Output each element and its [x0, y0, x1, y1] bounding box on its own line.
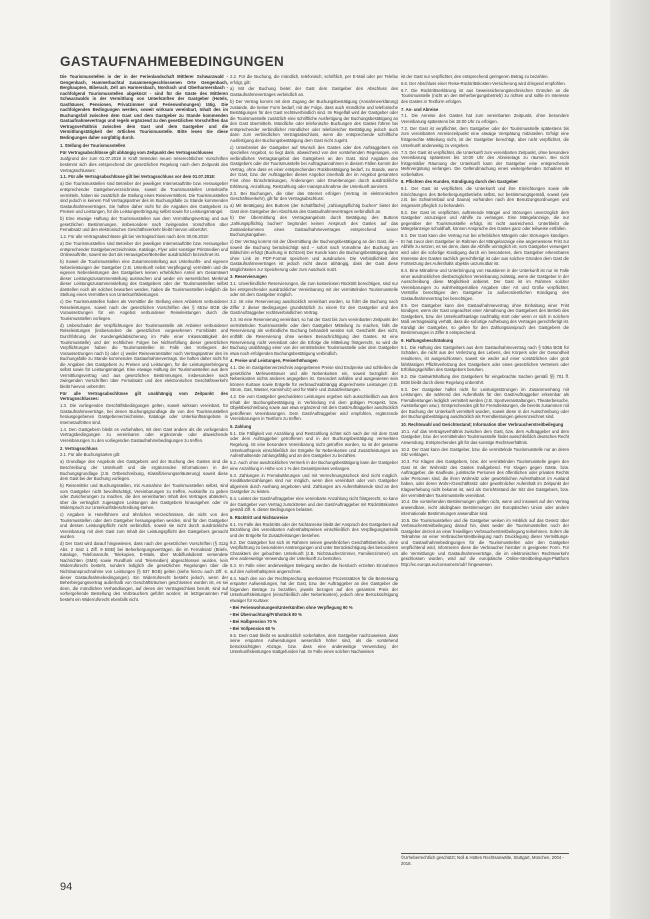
paragraph: 6.3. Im Falle einer anderweitigen Belegung werden die hierdurch erzielten Einnahmen auf den Aufenthaltspreis angerechnet.: [230, 563, 398, 574]
paragraph: 9.2. Die Gastwirtshaftung des Gastgebers für eingebrachte Sachen gemäß §§ 701 ff. BGB bleibt durch diese Regelung unberührt.: [401, 374, 569, 385]
paragraph: 1.3. Die vorliegenden Geschäftsbedingungen gelten, soweit wirksam vereinbart, für Gastaufnahmeverträge, bei denen Buchungsgrundlage die von den Tourismusstellen herausgegebenen Gastgeberverzeichnisse, Kataloge oder Unterkunftsangebote in Internetauftritten sind.: [60, 403, 228, 425]
paragraph: 8.3. Der Gast kann den Vertrag nur bei erheblichen Mängeln oder Störungen kündigen. Er hat zuvor dem Gastgeber im Rahmen der Mängelanzeige eine angemessene Frist zur Abhilfe zu setzen, es sei denn, dass die Abhilfe unmöglich ist, vom Gastgeber verweigert wird oder die sofortige Kündigung durch ein besonderes, dem Gastgeber erkennbares Interesse des Gastes sachlich gerechtfertigt ist oder aus solchen Gründen dem Gast die Fortsetzung des Aufenthalts objektiv unzumutbar ist.: [401, 233, 569, 267]
paragraph: c) Angaben in Hotelführern und ähnlichen Verzeichnissen, die nicht von den Tourismusstellen oder dem Gastgeber herausgegeben werden, sind für den Gastgeber und dessen Leistungspflicht nicht verbindlich, soweit sie nicht durch ausdrückliche Vereinbarung mit dem Gast zum Inhalt der Leistungspflicht des Gastgebers gemacht wurden.: [60, 512, 228, 540]
copyright-footnote: ©Urheberrechtlich geschützt; Noll & Hütten Rechtsanwälte, Stuttgart, München, 2004 - 2018.: [401, 855, 564, 866]
paragraph: c) Der Vertrag kommt mit der Übermittlung der Buchungsbestätigung an den Gast, die – soweit die Buchung berücksichtigt wird – sofort nach Vornahme der Buchung am Bildschirm erfolgt (Buchung in Echtzeit) Der Kunde kann die Buchungsbestätigung dann ohne Link im PDF-Format speichern und ausdrucken. Die Verbindlichkeit des Gastaufnahmevertrages ist jedoch nicht davon abhängig, dass der Gast diese Möglichkeiten zur Speicherung oder zum Ausdruck nutzt.: [230, 239, 398, 272]
paragraph: 1.4. Den Gastgebern bleibt es vorbehalten, mit dem Gast andere als die vorliegenden Vertragsbedingungen zu vereinbaren oder ergänzende oder abweichende Vereinbarungen zu den vorliegenden Gastaufnahmebedingungen zu treffen.: [60, 426, 228, 443]
page-number: 94: [60, 881, 73, 893]
section-heading: 10. Rechtswahl und Gerichtsstand; Information über Verbraucherstreitbeilegung: [401, 421, 564, 427]
page-gutter: [610, 0, 650, 919]
paragraph: • Bei Übernachtung/Frühstück 80 %: [230, 611, 302, 617]
paragraph: 7.3. Der Gast ist verpflichtet, die Unterkunft zum vereinbarten Zeitpunkt, ohne besondere Vereinbarung spätestens bis 10:00 Uhr des Abreisetags zu räumen. Bei nicht fristgemäßer Räumung der Unterkunft kann der Gastgeber eine entsprechende Mehrvergütung verlangen. Die Geltendmachung eines weitergehenden Schadens ist vorbehalten.: [401, 149, 569, 177]
paragraph: ist der Gast nur verpflichtet, den entsprechend geringeren Betrag zu bezahlen.: [401, 74, 549, 79]
paragraph: 2.3. Bei Buchungen, die über das Internet erfolgen (Vertrag im elektronischen Geschäftsverkehr), gilt für den Vertragsabschluss:: [230, 190, 398, 202]
footnote-divider: [401, 853, 569, 854]
paragraph: 8.4. Eine Mitnahme und Unterbringung von Haustieren in der Unterkunft ist nur im Falle einer ausdrücklichen diesbezüglichen Vereinbarung zulässig, wenn der Gastgeber in der Ausschreibung diese Möglichkeit anbietet. Der Gast ist im Rahmen solcher Vereinbarungen zu wahrheitsgemäßen Angaben über Art und Größe verpflichtet. Verstöße berechtigen den Gastgeber zu außerordentlichen Kündigung des Gastaufnahmevertrag bei berechtigen.: [401, 268, 569, 301]
paragraph: • Bei Ferienwohnungen/Unterkünften ohne Verpflegung 90 %: [230, 604, 353, 610]
paragraph: 6.4. Nach den von der Rechtsprechung anerkannten Prozentsätzen für die Bemessung ersparter Aufwendungen, hat der Gast, bzw. der Auftraggeber an den Gastgeber die folgenden Beträge zu bezahlen, jeweils bezogen auf den gesamten Preis der Unterkunftsleistungen (einschließlich aller Nebenkosten), jedoch ohne Berücksichtigung etwaiger für Kurtaxe:: [230, 575, 398, 603]
paragraph: • Bei Halbpension 70 %: [230, 618, 277, 624]
paragraph: b) Der Vertrag kommt mit dem Zugang der Buchungsbestätigung (Annahmeerklärung) zustande, die keiner Form bedarf, mit der Folge, dass auch mündliche und telefonische Bestätigungen für den Gast rechtsverbindlich sind. Im Regelfall wird der Gastgeber oder die Tourismusstelle zusätzlich eine schriftliche Ausfertigung der Buchungsbestätigung an den Gast übermitteln. Mündliche oder telefonische Buchungen des Gastes führen bei entsprechender verbindlicher mündlicher oder telefonischer Bestätigung jedoch auch dann zum verbindlichen Vertragsabschluss, wenn die entsprechende schriftliche Ausfertigung der Buchungsbestätigung dem Gast nicht zugeht.: [230, 98, 398, 143]
paragraph: Juafgrund der zum 01.07.2018 in Kraft tretenden neuen reiserechtlichen Vorschriften bestimmt sich dies entsprechend der gesetzlichen Regelung nach dem Zeitpunkt des Vertragsschlusses:: [60, 156, 228, 173]
paragraph: 2.1. Für alle Buchungsarten gilt:: [60, 452, 121, 458]
paragraph: 4.1. Die im Gastgeberverzeichnis angegebenen Preise sind Endpreise und schließen die gesetzliche Mehrwertsteuer und alle Nebenkosten ein, soweit bezüglich der Nebenkosten nichts anderes angegeben ist. Gesondert anfallen und ausgewiesen sein können Kurtaxe sowie Entgelte für verbrauchsabhängig abgerechnete Leistungen (z.B. Strom, Gas, Wasser, Kaminholz) und für Wahl- und Zusatzleistungen.: [230, 365, 398, 393]
paragraph: c) Unterbreitet der Gastgeber auf Wunsch des Gastes oder des Auftraggebers ein spezielles Angebot, so liegt darin, abweichend von den vorstehenden Regelungen, ein verbindliches Vertragsangebot des Gastgebers an den Gast. Sind Angaben des Gastgebers oder der Tourismusstelle bei Auftragsannahmen in diesem Fällen kommt der Vertrag, ohne dass es einer entsprechenden Rückbestätigung bedarf, zu Stande, wenn der Gast, bzw. der Auftraggeber dieses Angebot innerhalb der im Angebot genannten Frist ohne Einschränkungen, Änderungen oder Erweiterungen durch ausdrückliche Erklärung, Anzahlung, Restzahlung oder Inanspruchnahme der Unterkunft annimmt.: [230, 144, 398, 189]
paragraph: 10.3. Für Klagen des Gastgebers, bzw. der vermittelnden Tourismusstelle gegen den Gast ist der Wohnsitz des Gastes maßgebend. Für Klagen gegen Gäste, bzw. Auftraggeber, die Kaufleute, juristische Personen des öffentlichen oder privaten Rechts oder Personen sind, die ihren Wohnsitz oder gewöhnlichen Aufenthaltsort im Ausland haben, oder deren Wohn-/Geschäftssitz oder gewöhnlicher Aufenthalt im Zeitpunkt der Klageerhebung nicht bekannt ist, wird als Gerichtsstand der Sitz des Gastgebers, bzw. der vermittelnden Tourismusstelle vereinbart.: [401, 459, 569, 498]
paragraph: Die Tourismusstellen in der in der Ferienlandschaft Mittlerer Schwarzwald - Gengenbach, Hammerbachtal zusammengeschlossenen Orte Gengenbach, Berghaupten, Biberach, Zell am Harmersbach, Nordrach und Oberharmersbach - nachfolgend Tourismusstellen abgekürzt - sind für die Gäste des Mittleren Schwarzwalds in der Vermittlung von Unterkünften der Gastgeber (Hotels, Gasthäuser, Pensionen, Privatzimmer und Ferienwohnungen) tätig. Die nachfolgenden Bedingungen werden, soweit wirksam vereinbart, Inhalt des im Buchungsfall zwischen dem Gast und dem Gastgeber zu Stande kommenden Gastaufnahmevertrags und regeln ergänzend zu den gesetzlichen Vorschriften das Vertragsverhältnis zwischen dem Gast und dem Gastgeber und die Vermittlungstätigkeit der örtlichen Tourismusstelle. Bitte lesen Sie diese Bedingungen daher sorgfältig durch.: [60, 74, 228, 141]
section-heading: 3. Reservierungen: [230, 274, 267, 280]
paragraph: 3.3. Ist eine Reservierung vereinbart, so hat der Gast bis zum vereinbarten Zeitpunkt der vermittelnden Tourismusstelle oder dem Gastgeber Mitteilung zu machen, falls die Reservierung als verbindliche Buchung behandelt werden soll. Geschieht dies nicht, entfällt die Reservierung ohne weitere Benachrichtigung des Gastes. Ist eine Reservierung nicht vereinbart oder die Erfolge die Mitteilung fristgerecht, so wird die Buchung unabhängig einer von der vermittelnden Tourismusstelle oder dem Gastgeber etwa noch erfolgenden Buchungsbestätigung verbindlich.: [230, 317, 398, 356]
paragraph: 8.5. Der Gastgeber kann den Gastaufnahmevertrag ohne Einhaltung einer Frist kündigen, wenn der Gast ungeachtet einer Abmahnung des Gastgebers den Betrieb des Gastgebers, bzw. der Unterkunftsanlage nachhaltig stört oder wenn er sich in solchem Maß vertragswidrig verhält, dass die sofortige Aufhebung des Vertrages gerechtfertigt ist. Kündigt der Gastgeber, so gelten für den Zahlungsanspruch des Gastgebers die Bestimmungen in Ziffer 6 entsprechend.: [401, 302, 569, 336]
section-heading: 4. Preise und Leistungen, Preiserhöhungen: [230, 358, 318, 364]
paragraph: 5.3. Zahlungen in Fremdwährungen und mit Verrechnungsscheck sind nicht möglich. Kreditkartenzahlungen sind nur möglich, wenn dies vereinbart oder vom Gastgeber allgemein durch Aushang angeboten wird. Zahlungen am Aufenthaltsende sind an den Gastgeber zu leisten.: [230, 472, 398, 495]
paragraph: 3.1. Unverbindliche Reservierungen, die zum kostenlosen Rücktritt berechtigen, sind nur bei entsprechender ausdrücklicher Vereinbarung mit der vermittelnden Tourismusstelle oder mit dem Gastgeber möglich.: [230, 281, 398, 298]
section-heading: 5. Zahlung: [230, 423, 252, 429]
paragraph: d) Unbeschadet der Verpflichtungen der Tourismusstelle als Anbieter verbundener Reiseleistungen (insbesondere die gesetzlichen vorgesehenen Formblatts und Durchführung der Kundengeldabsicherung im Falle einer Inkassotätigkeit der Tourismusstelle) und der rechtlichen Folgen bei Nichterfüllung dieser gesetzlichen Verpflichtungen haben die Tourismusstellen im Falle des Vorliegens der Voraussetzungen nach b) oder c) weder Reiseveranstalter noch Vertragspartner des im Buchungsfalle zu Stande kommenden Gastaufnahmevertrags. Sie haften daher nicht für die Angaben des Gastgebers zu Preisen und Leistungen, für die Leistungserbringung selbst sowie für Leistungsmängel. Eine etwaige Haftung der Tourismusstellen aus dem Vermittlungsvertrag und aus gesetzlichen Bestimmungen, insbesondere nach zwingenden Vorschriften über Fernabsatz und den elektronischen Geschäftsverkehr bleibt hiervon unberührt.: [60, 322, 228, 389]
paragraph: 5.2. Auch ohne ausdrücklichen Vermerk in der Buchungsbestätigung kann der Gastgeber eine Anzahlung in Höhe von 1 % des Gesamtpreises verlangen.: [230, 460, 398, 471]
paragraph: 10.2. Der Gast kann den Gastgeber, bzw. die vermittelnde Tourismusstelle nur an deren Sitz verklagen.: [401, 446, 569, 458]
paragraph: 8.2. Der Gast ist verpflichtet, auftretende Mängel und Störungen unverzüglich dem Gastgeber anzuzeigen und Abhilfe zu verlangen. Eine Mängelanzeige, die nur gegenüber der Tourismusstelle erfolgt, ist nicht ausreichend. Unterbleibt die Mängelanzeige schuldhaft, können Ansprüche des Gastes ganz oder teilweise entfallen.: [401, 209, 569, 232]
paragraph: 6.7. Die Rücktrittserklärung ist aus beweissicherungstechnischen Gründen an die Tourismusstelle (nicht an den Beherbergungsbetrieb) zu richten und sollte im Interesse des Gastes in Textform erfolgen.: [401, 87, 569, 104]
paragraph: • Bei Vollpension 60 %: [230, 625, 276, 631]
paragraph: a) Die Tourismusstellen sind Betreiber der jeweiligen Internetauftritte bzw. Herausgeber entsprechender Gastgeberverzeichnisse, soweit die Tourismusstellen Unterkünfte vermitteln, haben sie zusätzlich die Stellung eines Reisevermittlers. Die Tourismusstellen sind jedoch in keinem Fall Vertragspartner des im Buchungsfalle zu Stande kommenden Gastaufnahmevertrages. Sie haften daher nicht für die Angaben des Gastgebers zu Preisen und Leistungen, für die Leistungserbringung selbst sowie für Leistungsmängel.: [60, 181, 228, 215]
paragraph: d) Der Gast wird darauf hingewiesen, dass nach den gesetzlichen Vorschriften (§ 312g Abs. 2 Satz 1 Ziff. 9 BGB) bei Beherbergungsverträgen, die im Fernabsatz (Briefe, Kataloge, Telefonanrufe, Telekopien, E-Mails, über Mobilfunkdienst versendete Nachrichten (SMS) sowie Rundfunk und Telemedien) abgeschlossen wurden, kein Widerrufsrecht besteht, sondern lediglich die gesetzlichen Regelungen über die Nichtinanspruchnahme von Leistungen (§ 537 BGB) gelten (siehe hierzu auch Ziff. 6. dieser Gastaufnahmebedingungen). Ein Widerrufsrecht besteht jedoch, wenn der Beherbergungsvertrag außerhalb von Geschäftsräumen geschlossen worden ist, es sei denn, die mündlichen Verhandlungen, auf denen der Vertragsschluss beruht, sind auf vorhergehende Bestellung des Verbrauchers geführt worden; im letztgenannten Fall besteht ein Widerrufsrecht ebenfalls nicht.: [60, 541, 228, 602]
paragraph: 1.2. Für alle Vertragsabschlüsse gilt bei Vertragsschluss nach dem 30.06.2018:: [60, 234, 209, 240]
paragraph: b) Reisemittler und Buchungsstellen, mit Ausnahme der Tourismusstellen selbst, sind vom Gastgeber nicht bevollmächtigt, Vereinbarungen zu treffen, Auskünfte zu geben oder Zusicherungen zu machen, die den vereinbarten Inhalt des Vertrages abändern, über die vertraglich zugesagten Leistungen des Gastgebers hinausgehen oder im Widerspruch zur Unterkunftsbeschreibung stehen.: [60, 482, 228, 511]
paragraph: b) Soweit die Tourismusstellen eine Zusammenstellung aus Unterkunfts- und eigenen Nebenleistungen der Gastgeber (z.B. Unterkunft nebst Verpflegung) vermitteln und die eigenen Nebenleistungen des Gastgebers keinen erheblichen Anteil am Gesamtwert dieser Leistungszusammenstellung ausmachen und weder ein wesentliches Merkmal dieser Leistungszusammenstellung des Gastgebers oder der Tourismusstellen selbst darstellen noch als solches beworben werden, haben die Tourismusstellen lediglich die Stellung eines Vermittlers von Unterkunftsleistungen.: [60, 259, 228, 298]
paragraph: 10.1. Auf das Vertragsverhältnis zwischen dem Gast, bzw. dem Auftraggeber und dem Gastgeber, bzw. der vermittelnden Tourismusstelle findet ausschließlich deutsches Recht Anwendung. Entsprechendes gilt für das sonstige Rechtsverhältnis.: [401, 428, 569, 445]
paragraph: 9.3. Der Gastgeber haftet nicht für Leistungsstörungen im Zusammenhang mit Leistungen, die während des Aufenthalts für den Gast/Auftraggeber erkennbar als Fremdleistungen lediglich vermittelt werden (z.B. Sportveranstaltungen, Theaterbesuche, Ausstellungen usw.). Entsprechendes gilt für Fremdleistungen, die bereits zusammen mit der Buchung der Unterkunft vermittelt wurden, soweit diese in der Ausschreibung oder der Buchungsbestätigung ausdrücklich als Fremdleistungen gekennzeichnet sind.: [401, 386, 569, 420]
paragraph: 6.2. Der Gastgeber hat sich im Rahmen seines gewöhnlichen Geschäftsbetriebs, ohne Verpflichtung zu besonderen Anstrengungen und unter Berücksichtigung des besonderen Charakters der gebuchten Unterkunft (z.B. Nichtraucherzimmer, Familienzimmer) um eine anderweitige Verwendung der Unterkunft zu bemühen.: [230, 539, 398, 562]
text-column-1: [60, 74, 228, 604]
page-title: GASTAUFNAHMEBEDINGUNGEN: [60, 54, 285, 69]
paragraph: Für Vertragsabschlüsse gilt abhängig vom Zeitpunkt des Vertragsschlusses: [60, 149, 214, 155]
text-column-3: [401, 74, 569, 569]
bleed-through-text: [618, 60, 644, 860]
paragraph: 6.1. Im Falle des Rücktritts oder der Nichtanreise bleibt der Anspruch des Gastgebers auf Bezahlung des vereinbarten Aufenthaltspreises einschließlich des Verpflegungsanteils und der Entgelte für Zusatzleistungen bestehen.: [230, 521, 398, 538]
paragraph: a) Mit der Buchung bietet der Gast dem Gastgeber den Abschluss des Gastaufnahmevertrages verbindlich an.: [230, 86, 398, 98]
paragraph: b) Der Übermittlung des Vertragsangebots durch Betätigung des Buttons „zahlungspflichtig buchen“ begründet keinen Anspruch des Gastes auf das Zustandekommen eines Gastaufnahmevertrages entsprechend seiner Buchungsangaben.: [230, 215, 398, 238]
paragraph: 7.1. Die Anreise des Gastes hat zum vereinbarten Zeitpunkt, ohne besondere Vereinbarung spätestens bis 18:00 Uhr zu erfolgen.: [401, 113, 569, 124]
text-column-2: [230, 74, 398, 656]
paragraph: 8.1. Der Gast ist verpflichtet, die Unterkunft und ihre Einrichtungen sowie alle Einrichtungen des Beherbergungsbetriebs selbst, nur bestimmungsgemäß, soweit (wie z.B. bei Schwimmbad und Sauna) vorhanden nach den Benutzungsordnungen und insgesamt pfleglich zu behandeln.: [401, 186, 569, 208]
section-heading: 1. Stellung der Tourismusstellen: [60, 142, 126, 148]
section-heading: 9. Haftungsbeschränkung: [401, 337, 454, 343]
paragraph: 5.1. Die Fälligkeit von Anzahlung und Restzahlung richtet sich nach der mit dem Gast oder dem Auftraggeber getroffenen und in der Buchungsbestätigung vermerkten Regelung. Ist eine besondere Vereinbarung nicht getroffen worden, so ist der gesamte Unterkunftspreis einschließlich der Entgelte für Nebenkosten und Zusatzleistungen am Aufenthaltsende zahlungsfällig und an den Gastgeber zu bezahlen.: [230, 430, 398, 459]
paragraph: 6.6. Der Abschluss einer Reise-Rücktrittskosten-Versicherung wird dringend empfohlen.: [401, 80, 566, 86]
paragraph: 1.1. Für alle Vertragsabschlüsse gilt bei Vertragsschluss vor dem 01.07.2018:: [60, 174, 216, 180]
section-heading: 2. Vertragsschluss: [60, 445, 98, 451]
section-heading: 8. Pflichten des Kunden, Kündigung durch den Gastgeber: [401, 179, 518, 185]
section-heading: 7. An- und Abreise: [401, 106, 439, 112]
paragraph: a) Grundlage des Angebots des Gastgebers und der Buchung des Gastes sind die Beschreibung der Unterkunft und die ergänzenden Informationen in der Buchungsgrundlage (z.B. Ortbeschreibung, Klassifizierungserläuterung) soweit diese dem Gast bei der Buchung vorliegen.: [60, 459, 228, 482]
paragraph: c) Die Tourismusstellen haben als Vermittler die Stellung eines Anbieters verbundener Reiseleistungen, soweit nach der gesetzlichen Vorschriften des § 651w BGB die Voraussetzungen für ein Angebot verbundener Reiseleistungen durch die Tourismusstellen vorliegen.: [60, 299, 228, 321]
paragraph: 5.4. Leistet der Gast/Auftraggeber eine vereinbarte Anzahlung nicht fristgerecht, so kann der Gastgeber vom Vertrag zurücktreten und den Gast/Auftraggeber mit Rücktrittskosten gemäß Ziff. 6. dieser Bedingungen belasten.: [230, 496, 398, 513]
paragraph: Für alle Vertragsabschlüsse gilt unabhängig vom Zeitpunkt des Vertragsschlusses:: [60, 390, 228, 402]
paragraph: 10.5. Die Tourismusstellen und die Gastgeber weisen im Hinblick auf das Gesetz über Verbraucherstreitbeilegung darauf hin, dass weder die Tourismusstellen noch der Gastgeber derzeit an einer freiwilligen Verbraucherstreitbeilegung teilnehmen. Sofern die Teilnahme an einer Verbraucherstreitbeilegung nach Drucklegung dieser Vermittlungs- und Gastaufnahmebedingungen für die Tourismusstellen oder den Gastgeber verpflichtend wird, informieren diese die Verbraucher hierüber in geeigneter Form. Für alle Vermittlungs- und Gastaufnahmeverträge, die im elektronischen Rechtsverkehr geschlossen wurden, wird auf die europäische Online-Streitbeilegungs-Plattform http://ec.europa.eu/consumers/odr/ hingewiesen.: [401, 517, 569, 567]
paragraph: 7.2. Der Gast ist verpflichtet, dem Gastgeber oder der Tourismusstelle spätestens bis zum vereinbarten Anreisezeitpunkt eine etwaige Verspätung mitzuteilen. Erfolgt eine fristgerechte Mitteilung nicht, ist der Gastgeber berechtigt, aber nicht verpflichtet, die Unterkunft anderweitig zu vergeben.: [401, 125, 569, 148]
paragraph: 4.2. Die vom Gastgeber geschuldeten Leistungen ergeben sich ausschließlich aus dem Inhalt der Buchungsbestätigung in Verbindung mit dem gültigen Prospekt, bzw. Objektbeschreibung sowie aus etwa ergänzend mit dem Gast/Auftraggeber ausdrücklich getroffenen Vereinbarungen. Dem Gast/Auftraggeber wird empfohlen, ergänzende Vereinbarungen in Textform zu treffen.: [230, 394, 398, 422]
section-heading: 6. Rücktritt und Nichtanreise: [230, 514, 288, 520]
paragraph: 10.4. Die vorstehenden Bestimmungen gelten nicht, wenn und insoweit auf den Vertrag anwendbare, nicht abdingbare Bestimmungen der Europäischen Union oder andere internationale Bestimmungen anwendbar sind.: [401, 499, 569, 516]
paragraph: a) Mit Betätigung des Buttons (der Schaltfläche) „zahlungspflichtig buchen“ bietet der Gast dem Gastgeber den Abschluss des Gastaufnahmevertrages verbindlich an.: [230, 202, 398, 214]
paragraph: 3.2. Ist eine Reservierung ausdrücklich vereinbart worden, so führt die Buchung nach Ziffer 2 dieser Bedingungen grundsätzlich zu einem für den Gastgeber und den Gast/Auftraggeber rechtsverbindlichen Vertrag.: [230, 299, 398, 316]
paragraph: b) Eine etwaige Haftung der Tourismusstellen aus dem Vermittlungsvertrag und aus gesetzlichen Bestimmungen, insbesondere nach zwingenden Vorschriften über Fernabsatz und den elektronischen Geschäftsverkehr bleibt hiervon unberührt.: [60, 216, 228, 233]
paragraph: 2.2. Für die Buchung, die mündlich, telefonisch, schriftlich, per E-Mail oder per Telefax erfolgt, gilt:: [230, 74, 398, 85]
paragraph: a) Die Tourismusstellen sind Betreiber der jeweiligen Internetauftritte bzw. Herausgeber entsprechender Gastgeberverzeichnisse, Kataloge, Flyer oder sonstiger Printmedien und Onlineauftritte, soweit sie dort als Herausgeber/Betreiber ausdrücklich bezeichnet ist.: [60, 241, 228, 258]
paragraph: 6.5. Dem Gast bleibt es ausdrücklich vorbehalten, dem Gastgeber nachzuweisen, dass seine ersparten Aufwendungen wesentlich höher sind, als die vorstehend berücksichtigten Abzüge, bzw. dass eine anderweitige Verwendung der Unterkunftsleistungen stattgefunden hat. Im Falle eines solchen Nachweises: [230, 632, 398, 655]
paragraph: 9.1. Die Haftung des Gastgebers aus dem Gastaufnahmevertrag nach § 536a BGB für Schäden, die nicht aus der Verletzung des Lebens, des Körpers oder der Gesundheit resultieren, ist ausgeschlossen, soweit sie weder auf einer vorsätzlichen oder grob fahrlässigen Pflichtverletzung des Gastgebers oder eines gesetzlichen Vertreters oder Erfüllungsgehilfen des Gastgebers beruhen.: [401, 344, 569, 373]
